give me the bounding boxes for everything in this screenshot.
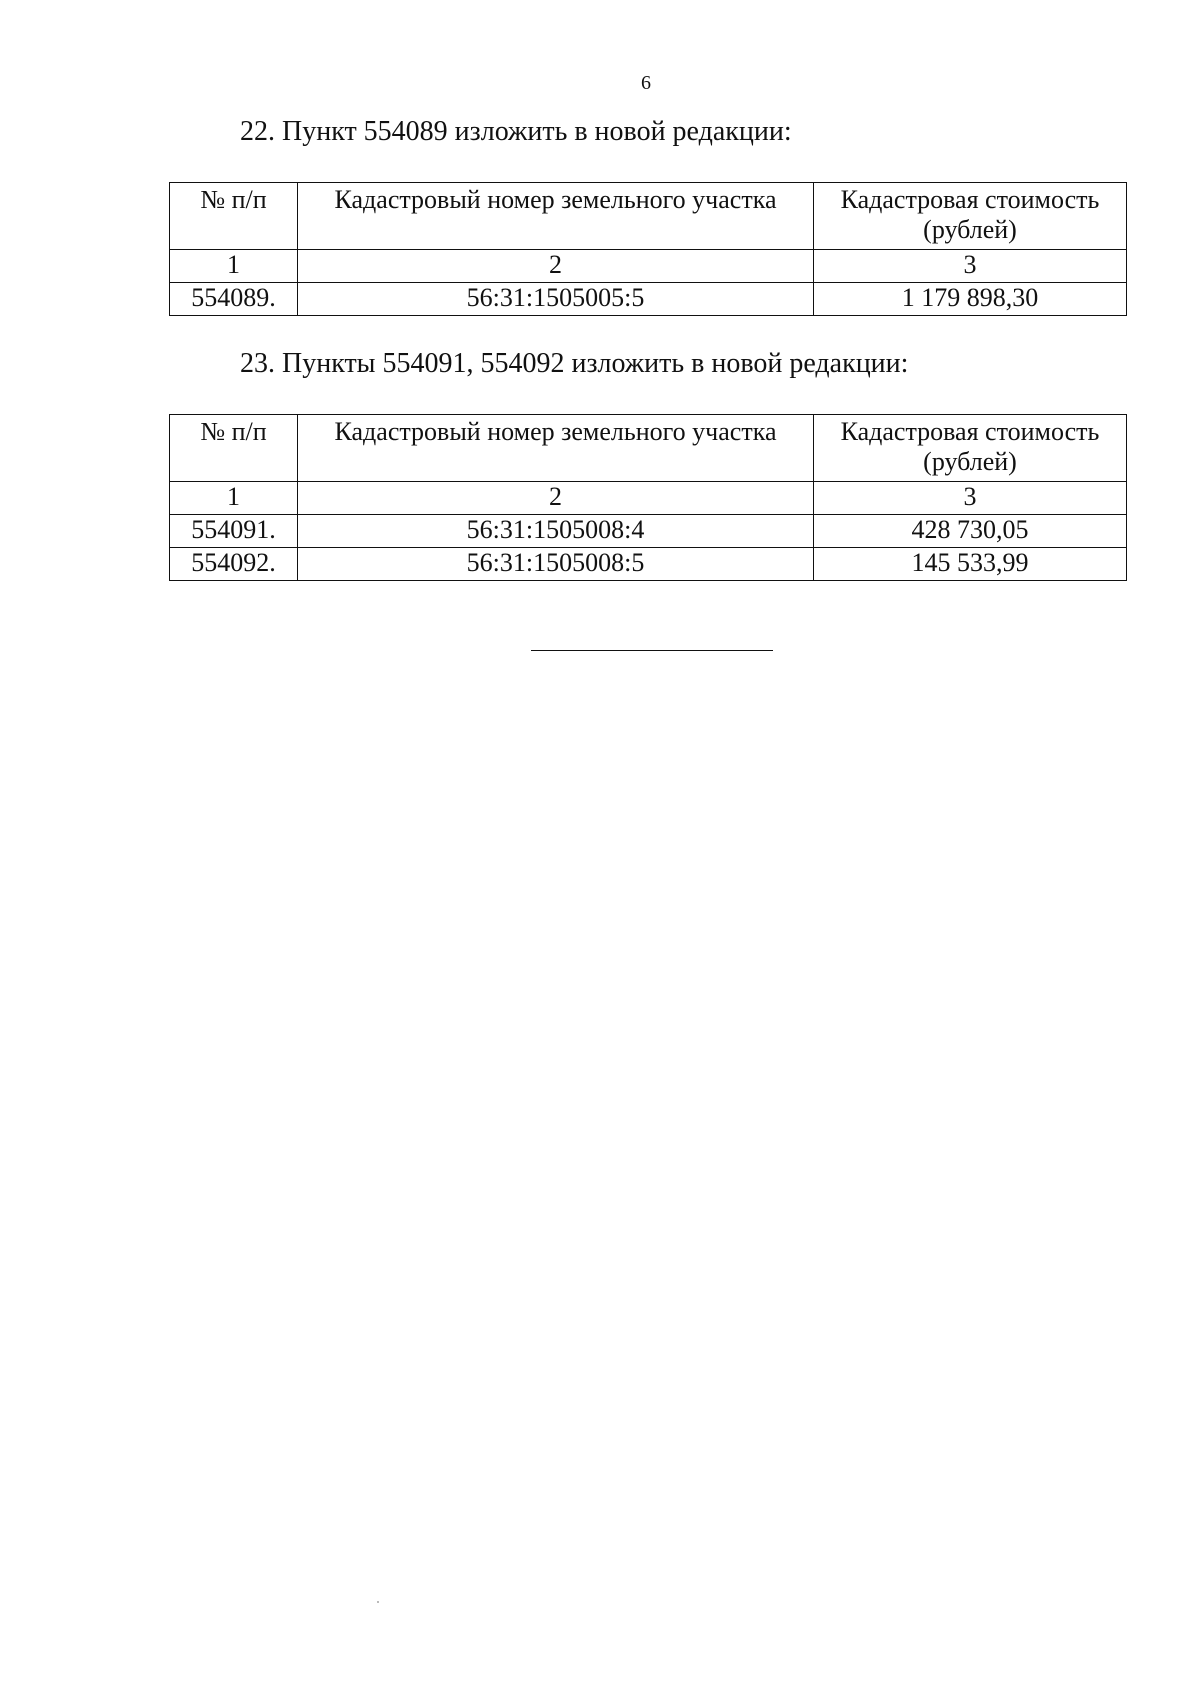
- cadastral-value-cell: 428 730,05: [814, 515, 1127, 548]
- cadastral-value-cell: 145 533,99: [814, 548, 1127, 581]
- cadastral-number-cell: 56:31:1505005:5: [298, 283, 814, 316]
- section-23-heading: 23. Пункты 554091, 554092 изложить в новой редакции:: [240, 348, 909, 379]
- cadastral-number-cell: 56:31:1505008:5: [298, 548, 814, 581]
- column-numbers-row: [170, 482, 1127, 515]
- cadastral-value-cell: 1 179 898,30: [814, 283, 1127, 316]
- item-number-cell: 554092.: [170, 548, 298, 581]
- column-numbers-row: [170, 250, 1127, 283]
- table-header-row: [170, 183, 1127, 250]
- table-row: [170, 548, 1127, 581]
- header-cadastral-value: Кадастровая стоимость (рублей): [814, 415, 1127, 482]
- column-number-cell: 3: [814, 250, 1127, 283]
- cadastral-number-cell: 56:31:1505008:4: [298, 515, 814, 548]
- column-number-cell: 2: [298, 250, 814, 283]
- page-number: 6: [641, 72, 651, 94]
- column-number-cell: 2: [298, 482, 814, 515]
- item-number-cell: 554089.: [170, 283, 298, 316]
- table-header-row: [170, 415, 1127, 482]
- column-number-cell: 3: [814, 482, 1127, 515]
- header-item-number: № п/п: [170, 415, 298, 482]
- end-separator-line: [531, 650, 773, 651]
- header-cadastral-number: Кадастровый номер земельного участка: [298, 415, 814, 482]
- header-item-number: № п/п: [170, 183, 298, 250]
- header-cadastral-number: Кадастровый номер земельного участка: [298, 183, 814, 250]
- item-number-cell: 554091.: [170, 515, 298, 548]
- cadastral-table-22: [169, 182, 1127, 316]
- column-number-cell: 1: [170, 482, 298, 515]
- table-row: [170, 515, 1127, 548]
- table-row: [170, 283, 1127, 316]
- scan-speck: [377, 1601, 379, 1603]
- header-cadastral-value: Кадастровая стоимость (рублей): [814, 183, 1127, 250]
- column-number-cell: 1: [170, 250, 298, 283]
- cadastral-table-23: [169, 414, 1127, 581]
- section-22-heading: 22. Пункт 554089 изложить в новой редакции:: [240, 116, 792, 147]
